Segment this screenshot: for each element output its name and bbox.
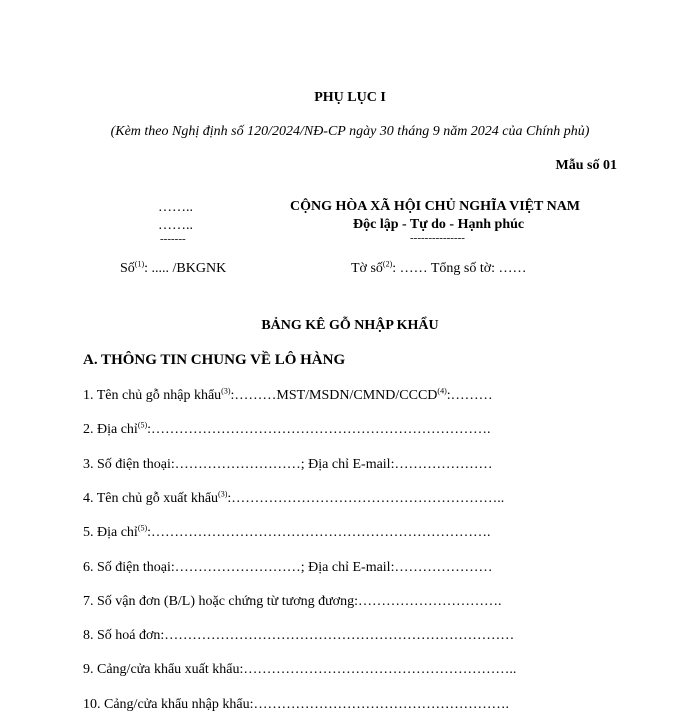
field-line xyxy=(83,388,493,404)
so-value: : ..... /BKGNK xyxy=(144,261,227,276)
appendix-title: PHỤ LỤC I xyxy=(314,90,386,105)
motto-divider: --------------- xyxy=(410,232,465,244)
to-so-value: : …… Tổng số tờ: …… xyxy=(392,261,527,276)
footnote-marker: (5) xyxy=(137,523,148,533)
sheet-number xyxy=(351,261,527,277)
national-motto: Độc lập - Tự do - Hạnh phúc xyxy=(353,217,525,232)
field-text: :………………………………………………………………. xyxy=(147,422,491,438)
field-line xyxy=(83,594,501,610)
form-number: Mẫu số 01 xyxy=(555,158,617,173)
field-line xyxy=(83,491,504,507)
section-a-heading: A. THÔNG TIN CHUNG VỀ LÔ HÀNG xyxy=(83,352,346,368)
field-text: :………………………………………………………………. xyxy=(147,525,491,541)
field-text: :………MST/MSDN/CMND/CCCD xyxy=(230,388,438,403)
field-text: 10. Cảng/cửa khẩu nhập khẩu:………………………………………………. xyxy=(83,696,509,712)
field-text: 9. Cảng/cửa khẩu xuất khẩu:………………………………………………….. xyxy=(83,662,517,678)
field-text: 2. Địa chỉ xyxy=(83,422,138,438)
field-line xyxy=(83,697,509,713)
field-line xyxy=(83,422,491,438)
field-text: 3. Số điện thoại:………………………; Địa chỉ E-mail:………………… xyxy=(83,456,493,472)
field-line xyxy=(83,662,516,678)
document-number xyxy=(120,261,226,277)
footnote-1: (1) xyxy=(134,259,145,269)
so-label: Số xyxy=(120,261,135,276)
footnote-marker: (4) xyxy=(437,386,447,396)
field-line xyxy=(83,560,492,576)
field-text: 6. Số điện thoại:………………………; Địa chỉ E-mail:………………… xyxy=(83,559,493,575)
footnote-marker: (5) xyxy=(137,420,148,430)
field-text: 1. Tên chủ gỗ nhập khẩu xyxy=(83,388,222,403)
field-line xyxy=(83,457,492,473)
footnote-marker: (3) xyxy=(221,386,231,396)
republic-name: CỘNG HÒA XÃ HỘI CHỦ NGHĨA VIỆT NAM xyxy=(290,199,581,214)
footnote-marker: (3) xyxy=(218,489,228,499)
agency-divider: ------- xyxy=(160,233,186,245)
decree-reference: (Kèm theo Nghị định số 120/2024/NĐ-CP ngày 30 tháng 9 năm 2024 của Chính phủ) xyxy=(110,124,590,139)
to-so-label: Tờ số xyxy=(351,261,383,276)
agency-line-2: …….. xyxy=(158,218,193,233)
field-line xyxy=(83,525,491,541)
field-text: 5. Địa chỉ xyxy=(83,525,138,541)
field-text: :………………………………………………….. xyxy=(227,490,505,506)
field-text: 7. Số vận đơn (B/L) hoặc chứng từ tương đương:…………………………. xyxy=(83,593,502,609)
field-line xyxy=(83,628,514,644)
field-text: :……… xyxy=(446,388,493,403)
field-text: 8. Số hoá đơn:………………………………………………………………… xyxy=(83,628,515,644)
field-text: 4. Tên chủ gỗ xuất khẩu xyxy=(83,490,219,506)
document-title: BẢNG KÊ GỖ NHẬP KHẨU xyxy=(261,318,439,333)
footnote-2: (2) xyxy=(382,259,393,269)
agency-line-1: …….. xyxy=(158,200,193,215)
